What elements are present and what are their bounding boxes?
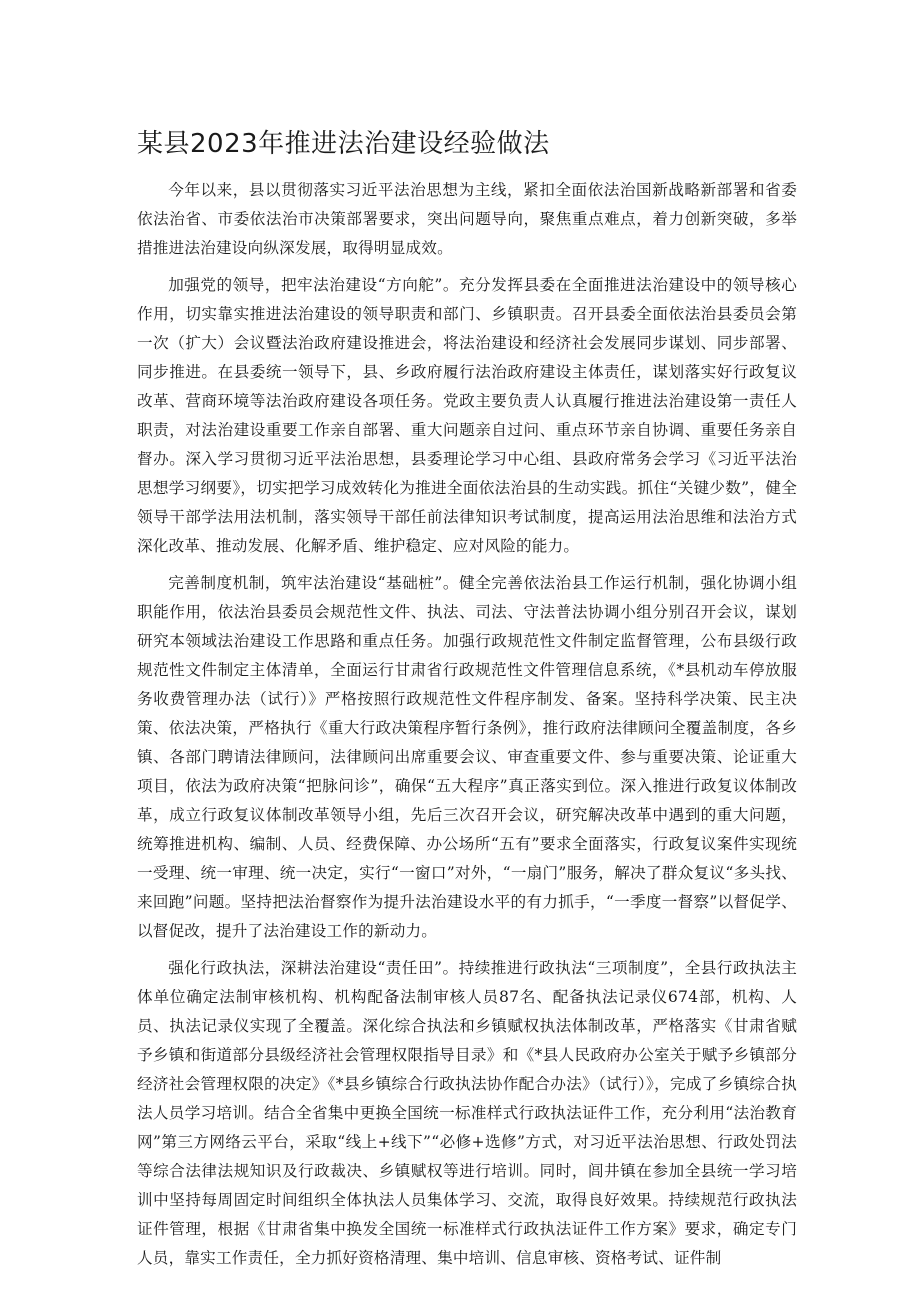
document-title: 某县2023年推进法治建设经验做法 bbox=[137, 129, 550, 159]
paragraph-institutional-mechanism: 完善制度机制，筑牢法治建设“基础桩”。健全完善依法治县工作运行机制，强化协调小组职能作用，依法治县委员会规范性文件、执法、司法、守法普法协调小组分别召开会议，谋划研究本领域法治建设工作思路和重点任务。加强行政规范性文件制定监督管理，公布县级行政规范性文件制定主体清单，全面运行甘肃省行政规范性文件管理信息系统，《*县机动车停放服务收费管理办法（试行）》严格按照行政规范性文件程序制发、备案。坚持科学决策、民主决策、依法决策，严格执行《重大行政决策程序暂行条例》，推行政府法律顾问全覆盖制度，各乡镇、各部门聘请法律顾问，法律顾问出席重要会议、审查重要文件、参与重要决策、论证重大项目，依法为政府决策“把脉问诊”，确保“五大程序”真正落实到位。深入推进行政复议体制改革，成立行政复议体制改革领导小组，先后三次召开会议，研究解决改革中遇到的重大问题，统筹推进机构、编制、人员、经费保障、办公场所“五有”要求全面落实，行政复议案件实现统一受理、统一审理、统一决定，实行“一窗口”对外，“一扇门”服务，解决了群众复议“多头找、来回跑”问题。坚持把法治督察作为提升法治建设水平的有力抓手，“一季度一督察”以督促学、以督促改，提升了法治建设工作的新动力。 bbox=[137, 574, 797, 940]
paragraph-party-leadership: 加强党的领导，把牢法治建设“方向舵”。充分发挥县委在全面推进法治建设中的领导核心作用，切实靠实推进法治建设的领导职责和部门、乡镇职责。召开县委全面依法治县委员会第一次（扩大）会议暨法治政府建设推进会，将法治建设和经济社会发展同步谋划、同步部署、同步推进。在县委统一领导下，县、乡政府履行法治政府建设主体责任，谋划落实好行政复议改革、营商环境等法治政府建设各项任务。党政主要负责人认真履行推进法治建设第一责任人职责，对法治建设重要工作亲自部署、重大问题亲自过问、重点环节亲自协调、重要任务亲自督办。深入学习贯彻习近平法治思想，县委理论学习中心组、县政府常务会学习《习近平法治思想学习纲要》，切实把学习成效转化为推进全面依法治县的生动实践。抓住“关键少数”，健全领导干部学法用法机制，落实领导干部任前法律知识考试制度，提高运用法治思维和法治方式深化改革、推动发展、化解矛盾、维护稳定、应对风险的能力。 bbox=[137, 276, 797, 555]
paragraph-administrative-enforcement: 强化行政执法，深耕法治建设“责任田”。持续推进行政执法“三项制度”，全县行政执法主体单位确定法制审核机构、机构配备法制审核人员87名、配备执法记录仪674部，机构、人员、执法记录仪实现了全覆盖。深化综合执法和乡镇赋权执法体制改革，严格落实《甘肃省赋予乡镇和街道部分县级经济社会管理权限指导目录》和《*县人民政府办公室关于赋予乡镇部分经济社会管理权限的决定》《*县乡镇综合行政执法协作配合办法》（试行）》，完成了乡镇综合执法人员学习培训。结合全省集中更换全国统一标准样式行政执法证件工作，充分利用“法治教育网”第三方网络云平台，采取“线上+线下”“必修+选修”方式，对习近平法治思想、行政处罚法等综合法律法规知识及行政裁决、乡镇赋权等进行培训。同时，闾井镇在参加全县统一学习培训中坚持每周固定时间组织全体执法人员集体学习、交流，取得良好效果。持续规范行政执法证件管理，根据《甘肃省集中换发全国统一标准样式行政执法证件工作方案》要求，确定专门人员，靠实工作责任，全力抓好资格清理、集中培训、信息审核、资格考试、证件制 bbox=[137, 959, 797, 1267]
paragraph-intro: 今年以来，县以贯彻落实习近平法治思想为主线，紧扣全面依法治国新战略新部署和省委依法治省、市委依法治市决策部署要求，突出问题导向，聚焦重点难点，着力创新突破，多举措推进法治建设向纵深发展，取得明显成效。 bbox=[137, 181, 797, 257]
document-page bbox=[137, 126, 797, 1281]
